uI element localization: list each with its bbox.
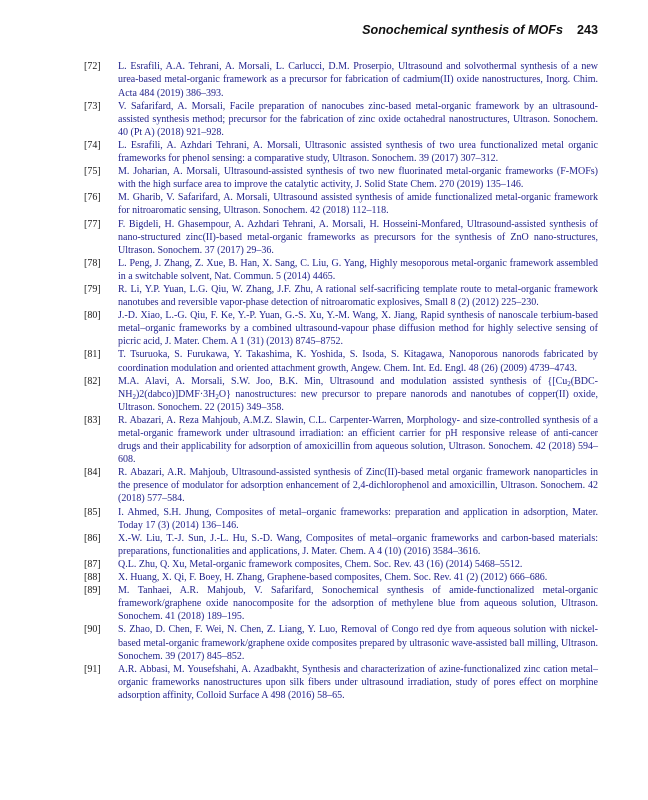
reference-text: R. Abazari, A.R. Mahjoub, Ultrasound-assisted synthesis of Zinc(II)-based metal organic framework nanoparticles in the presence of modulator for adsorption enhancement of 2,4-dichlorophenol and amoxicillin, Ultrason. Sonochem. 42 (2018) 577–584. bbox=[118, 467, 598, 505]
reference-text: M.A. Alavi, A. Morsali, S.W. Joo, B.K. Min, Ultrasound and modulation assisted synthesis of $\{[Cu_2(BDC-NH_2)2(dabco)]DMF\cdot 3H_2O\}$ nanostructures: new precursor to prepare nanorods and nanotubes of copper(II) oxide, Ultrason. Sonochem. 22 (2015) 349–358. bbox=[118, 375, 598, 413]
reference-number: [76] bbox=[84, 192, 101, 204]
reference-text: L. Esrafili, A. Azhdari Tehrani, A. Morsali, Ultrasonic assisted synthesis of two urea functionalized metal organic frameworks for phenol sensing: a comparative study, Ultrason. Sonochem. 39 (2017) 307–312. bbox=[118, 139, 598, 165]
reference-number: [74] bbox=[84, 139, 101, 151]
reference-item bbox=[84, 506, 598, 532]
reference-item bbox=[84, 466, 598, 505]
reference-text: T. Tsuruoka, S. Furukawa, Y. Takashima, K. Yoshida, S. Isoda, S. Kitagawa, Nanoporous nanorods fabricated by coordination modulation and oriented attachment growth, Angew. Chem. Int. Ed. Engl. 48 (26) (2009) 4739–4743. bbox=[118, 349, 598, 374]
reference-text: F. Bigdeli, H. Ghasempour, A. Azhdari Tehrani, A. Morsali, H. Hosseini-Monfared, Ultrasound-assisted synthesis of nano-structured zinc(II)-based metal-organic frameworks as precursors for the synthesis of ZnO nano-structures, Ultrason. Sonochem. 37 (2017) 29–36. bbox=[118, 218, 598, 256]
reference-item bbox=[84, 414, 598, 466]
reference-item bbox=[84, 283, 598, 309]
reference-number: [81] bbox=[84, 349, 101, 361]
reference-text: S. Zhao, D. Chen, F. Wei, N. Chen, Z. Liang, Y. Luo, Removal of Congo red dye from aqueous solution with nickel-based metal-organic framework/graphene oxide composites prepared by ultrasonic wave-assisted ball milling, Ultrason. Sonochem. 39 (2017) 845–852. bbox=[118, 624, 598, 662]
reference-text: M. Tanhaei, A.R. Mahjoub, V. Safarifard, Sonochemical synthesis of amide-functionalized metal-organic framework/graphene oxide nanocomposite for the adsorption of methylene blue from aqueous solution, Ultrason. Sonochem. 41 (2018) 189–195. bbox=[118, 585, 598, 623]
reference-number: [72] bbox=[84, 61, 101, 73]
reference-item bbox=[84, 348, 598, 374]
reference-item bbox=[84, 532, 598, 558]
chapter-title: Sonochemical synthesis of MOFs bbox=[362, 23, 563, 37]
reference-number: [84] bbox=[84, 467, 101, 479]
reference-text: L. Peng, J. Zhang, Z. Xue, B. Han, X. Sang, C. Liu, G. Yang, Highly mesoporous metal-organic framework assembled in a switchable solvent, Nat. Commun. 5 (2014) 4465. bbox=[118, 257, 598, 282]
reference-item bbox=[84, 60, 598, 99]
reference-number: [86] bbox=[84, 532, 101, 544]
reference-number: [82] bbox=[84, 375, 101, 387]
reference-text: R. Abazari, A. Reza Mahjoub, A.M.Z. Slawin, C.L. Carpenter-Warren, Morphology- and size-controlled synthesis of a metal-organic framework under ultrasound irradiation: an efficient carrier for pH responsive release of anti-cancer drugs and their applicability for adsorption of amoxicillin from aqueous solution, Ultrason. Sonochem. 42 (2018) 594–608. bbox=[118, 414, 598, 466]
reference-text: V. Safarifard, A. Morsali, Facile preparation of nanocubes zinc-based metal-organic framework by an ultrasound-assisted synthesis method; precursor for the fabrication of zinc oxide octahedral nanostructures, Ultrason. Sonochem. 40 (Pt A) (2018) 921–928. bbox=[118, 100, 598, 138]
reference-number: [91] bbox=[84, 663, 101, 675]
reference-text: I. Ahmed, S.H. Jhung, Composites of metal–organic frameworks: preparation and application in adsorption, Mater. Today 17 (3) (2014) 136–146. bbox=[118, 506, 598, 531]
reference-text: M. Gharib, V. Safarifard, A. Morsali, Ultrasound assisted synthesis of amide functionalized metal-organic framework for nitroaromatic sensing, Ultrason. Sonochem. 42 (2018) 112–118. bbox=[118, 192, 598, 217]
reference-item bbox=[84, 663, 598, 702]
reference-text: Q.L. Zhu, Q. Xu, Metal-organic framework composites, Chem. Soc. Rev. 43 (16) (2014) 5468–5512. bbox=[118, 558, 523, 570]
reference-number: [87] bbox=[84, 558, 101, 570]
reference-item bbox=[84, 375, 598, 414]
reference-number: [73] bbox=[84, 100, 101, 112]
reference-text: X.-W. Liu, T.-J. Sun, J.-L. Hu, S.-D. Wang, Composites of metal–organic frameworks and carbon-based materials: preparations, functionalities and applications, J. Mater. Chem. A 4 (10) (2016) 3584–3616. bbox=[118, 532, 598, 557]
reference-item bbox=[84, 623, 598, 662]
reference-item bbox=[84, 218, 598, 257]
reference-number: [90] bbox=[84, 624, 101, 636]
reference-number: [78] bbox=[84, 257, 101, 269]
reference-text: L. Esrafili, A.A. Tehrani, A. Morsali, L. Carlucci, D.M. Proserpio, Ultrasound and solvothermal synthesis of a new urea-based metal-organic framework as a precursor for fabrication of cadmium(II) oxide nanostructures, Inorg. Chim. Acta 484 (2019) 386–393. bbox=[118, 61, 598, 99]
reference-item bbox=[84, 558, 598, 571]
reference-item bbox=[84, 139, 598, 165]
reference-text: A.R. Abbasi, M. Yousefshahi, A. Azadbakht, Synthesis and characterization of azine-functionalized zinc cation metal–organic frameworks nanostructures upon silk fibers under ultrasound irradiation, study of pores effect on morphine adsorption affinity, Colloid Surface A 498 (2016) 58–65. bbox=[118, 663, 598, 701]
reference-item bbox=[84, 571, 598, 584]
running-head bbox=[84, 22, 598, 38]
reference-text: J.-D. Xiao, L.-G. Qiu, F. Ke, Y.-P. Yuan, G.-S. Xu, Y.-M. Wang, X. Jiang, Rapid synthesis of nanoscale terbium-based metal–organic frameworks by a combined ultrasound-vapour phase diffusion method for highly selective sensing of picric acid, J. Mater. Chem. A 1 (31) (2013) 8745–8752. bbox=[118, 310, 598, 348]
reference-item bbox=[84, 191, 598, 217]
reference-number: [83] bbox=[84, 414, 101, 426]
reference-item bbox=[84, 257, 598, 283]
reference-number: [79] bbox=[84, 283, 101, 295]
reference-item bbox=[84, 584, 598, 623]
reference-item bbox=[84, 100, 598, 139]
reference-number: [89] bbox=[84, 585, 101, 597]
reference-number: [85] bbox=[84, 506, 101, 518]
page-number: 243 bbox=[576, 23, 598, 37]
reference-text: M. Joharian, A. Morsali, Ultrasound-assisted synthesis of two new fluorinated metal-organic frameworks (F-MOFs) with the high surface area to improve the catalytic activity, J. Solid State Chem. 270 (2019) 135–146. bbox=[118, 166, 598, 191]
reference-number: [88] bbox=[84, 572, 101, 584]
reference-list bbox=[84, 60, 598, 702]
reference-number: [80] bbox=[84, 310, 101, 322]
reference-number: [77] bbox=[84, 218, 101, 230]
reference-text: R. Li, Y.P. Yuan, L.G. Qiu, W. Zhang, J.F. Zhu, A rational self-sacrificing template route to metal-organic framework nanotubes and reversible vapor-phase detection of nitroaromatic explosives, Small 8 (2) (2012) 225–230. bbox=[118, 283, 598, 309]
reference-number: [75] bbox=[84, 166, 101, 178]
reference-item bbox=[84, 309, 598, 348]
reference-item bbox=[84, 165, 598, 191]
reference-text: X. Huang, X. Qi, F. Boey, H. Zhang, Graphene-based composites, Chem. Soc. Rev. 41 (2) (2012) 666–686. bbox=[118, 572, 548, 584]
